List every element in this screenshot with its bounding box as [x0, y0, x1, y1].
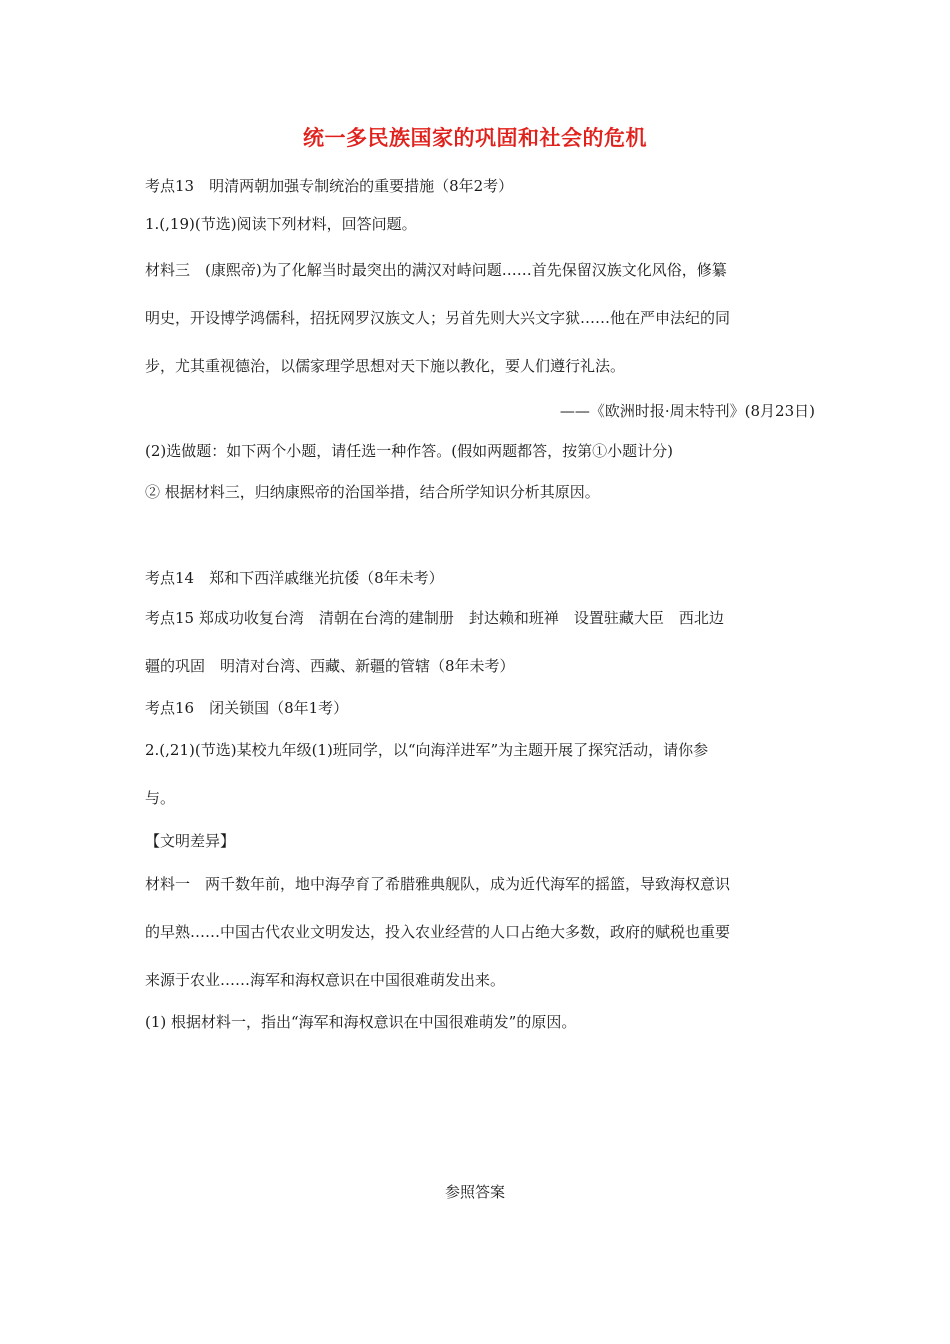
section-civilization-difference: 【文明差异】 — [145, 832, 236, 850]
material-1-line-1: 材料一 两千数年前，地中海孕育了希腊雅典舰队，成为近代海军的摇篮，导致海权意识 — [145, 875, 731, 893]
question-2-part-1: (1) 根据材料一，指出“海军和海权意识在中国很难萌发”的原因。 — [145, 1013, 577, 1031]
question-2-stem-line-2: 与。 — [145, 789, 176, 807]
kaodian-15-heading-line-1: 考点15 郑成功收复台湾 清朝在台湾的建制册 封达赖和班禅 设置驻藏大臣 西北边 — [145, 609, 724, 627]
question-1-stem: 1.(,19)(节选)阅读下列材料，回答问题。 — [145, 215, 417, 233]
question-1-subpart-2: ② 根据材料三，归纳康熙帝的治国举措，结合所学知识分析其原因。 — [145, 483, 600, 501]
material-3-line-2: 明史，开设博学鸿儒科，招抚网罗汉族文人；另首先则大兴文字狱……他在严申法纪的同 — [145, 309, 731, 327]
kaodian-15-heading-line-2: 疆的巩固 明清对台湾、西藏、新疆的管辖（8年未考） — [145, 657, 515, 675]
document-title: 统一多民族国家的巩固和社会的危机 — [303, 125, 647, 150]
question-1-part-2: (2)选做题：如下两个小题，请任选一种作答。(假如两题都答，按第①小题计分) — [145, 442, 673, 460]
material-1-line-3: 来源于农业……海军和海权意识在中国很难萌发出来。 — [145, 971, 506, 989]
kaodian-16-heading: 考点16 闭关锁国（8年1考） — [145, 699, 349, 717]
material-3-line-1: 材料三 (康熙帝)为了化解当时最突出的满汉对峙问题……首先保留汉族文化风俗，修纂 — [145, 261, 727, 279]
material-1-line-2: 的早熟……中国古代农业文明发达，投入农业经营的人口占绝大多数，政府的赋税也重要 — [145, 923, 731, 941]
question-2-stem-line-1: 2.(,21)(节选)某校九年级(1)班同学，以“向海洋进军”为主题开展了探究活动，请你参 — [145, 741, 709, 759]
kaodian-13-heading: 考点13 明清两朝加强专制统治的重要措施（8年2考） — [145, 177, 514, 195]
answer-heading: 参照答案 — [444, 1183, 505, 1201]
kaodian-14-heading: 考点14 郑和下西洋戚继光抗倭（8年未考） — [145, 569, 444, 587]
material-3-source: ——《欧洲时报·周末特刊》(8月23日) — [559, 402, 815, 420]
material-3-line-3: 步，尤其重视德治，以儒家理学思想对天下施以教化，要人们遵行礼法。 — [145, 357, 626, 375]
